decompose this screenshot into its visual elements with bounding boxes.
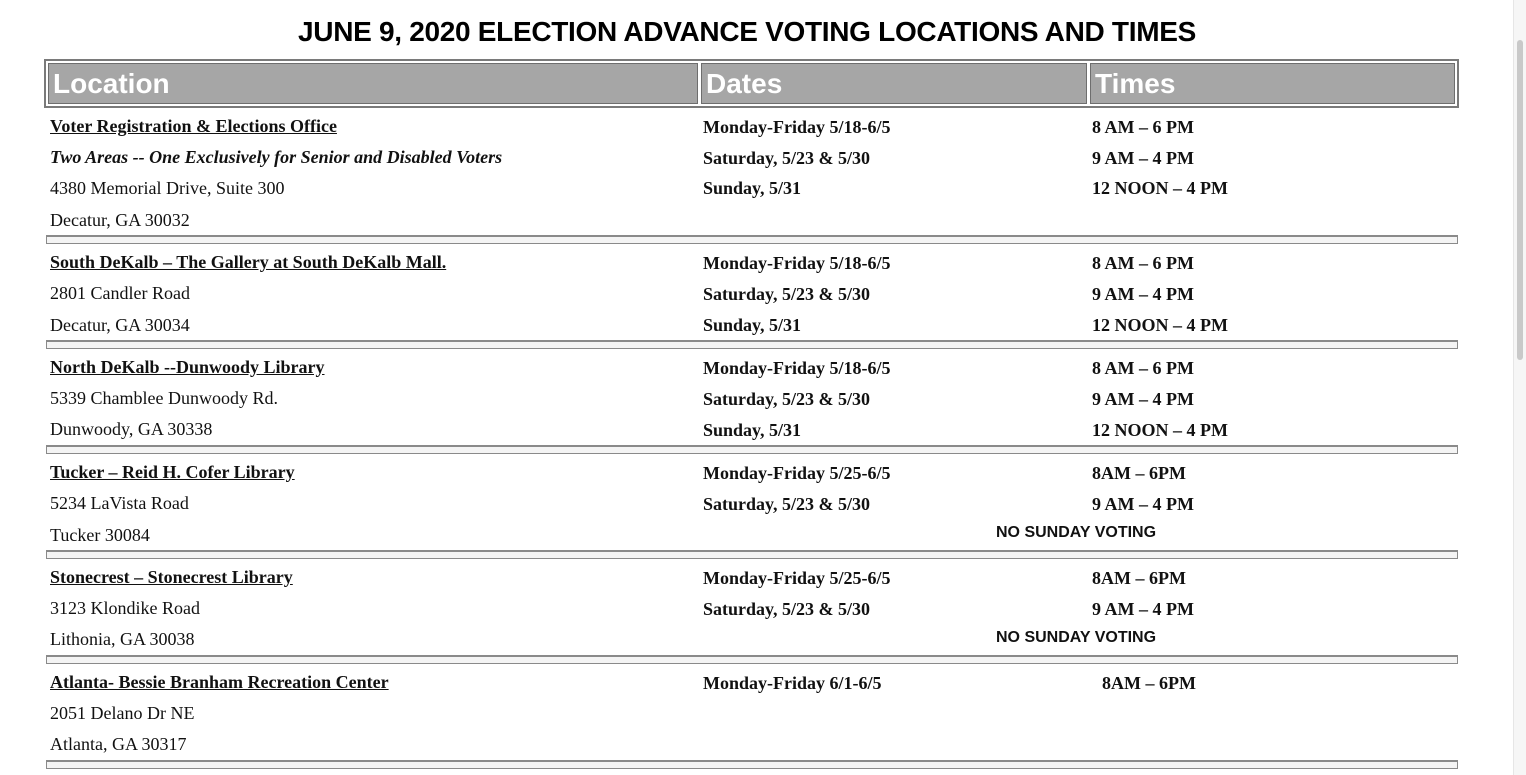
location-dates: Saturday, 5/23 & 5/30 <box>703 284 871 304</box>
row-divider <box>46 445 1458 454</box>
location-times: 9 AM – 4 PM <box>1092 148 1194 168</box>
location-times: 12 NOON – 4 PM <box>1092 178 1228 198</box>
header-location: Location <box>48 63 698 104</box>
location-times: 12 NOON – 4 PM <box>1092 315 1228 335</box>
location-name: Tucker – Reid H. Cofer Library <box>50 462 295 482</box>
location-times: 8AM – 6PM <box>1102 673 1196 693</box>
location-dates: Saturday, 5/23 & 5/30 <box>703 494 871 514</box>
location-times: 8 AM – 6 PM <box>1092 253 1194 273</box>
row-divider <box>46 760 1458 769</box>
location-city: Atlanta, GA 30317 <box>50 734 187 754</box>
vertical-scrollbar[interactable] <box>1513 0 1526 775</box>
location-times: 9 AM – 4 PM <box>1092 599 1194 619</box>
location-name: Atlanta- Bessie Branham Recreation Center <box>50 672 389 692</box>
location-dates: Sunday, 5/31 <box>703 178 802 198</box>
header-times: Times <box>1090 63 1455 104</box>
location-name: South DeKalb – The Gallery at South DeKalb Mall. <box>50 252 447 272</box>
row-divider <box>46 550 1458 559</box>
location-dates: Saturday, 5/23 & 5/30 <box>703 599 871 619</box>
row-divider <box>46 235 1458 244</box>
location-times: 8AM – 6PM <box>1092 568 1186 588</box>
scrollbar-thumb[interactable] <box>1517 40 1523 360</box>
location-name: Voter Registration & Elections Office <box>50 116 337 136</box>
table-header <box>44 59 1459 108</box>
page-title: JUNE 9, 2020 ELECTION ADVANCE VOTING LOCATIONS AND TIMES <box>298 16 1196 47</box>
no-sunday-voting-note: NO SUNDAY VOTING <box>996 524 1157 541</box>
location-dates: Monday-Friday 5/25-6/5 <box>703 463 891 483</box>
location-address: 3123 Klondike Road <box>50 598 200 618</box>
location-dates: Monday-Friday 5/18-6/5 <box>703 358 891 378</box>
location-address: 5339 Chamblee Dunwoody Rd. <box>50 388 278 408</box>
location-times: 9 AM – 4 PM <box>1092 284 1194 304</box>
location-dates: Sunday, 5/31 <box>703 315 802 335</box>
row-divider <box>46 340 1458 349</box>
location-name: North DeKalb --Dunwoody Library <box>50 357 325 377</box>
location-address: 4380 Memorial Drive, Suite 300 <box>50 178 285 198</box>
location-times: 9 AM – 4 PM <box>1092 389 1194 409</box>
location-dates: Monday-Friday 5/25-6/5 <box>703 568 891 588</box>
location-city: Lithonia, GA 30038 <box>50 629 195 649</box>
location-city: Decatur, GA 30032 <box>50 210 190 230</box>
location-dates: Monday-Friday 6/1-6/5 <box>703 673 882 693</box>
header-dates: Dates <box>701 63 1087 104</box>
location-city: Tucker 30084 <box>50 525 150 545</box>
no-sunday-voting-note: NO SUNDAY VOTING <box>996 629 1157 646</box>
location-city: Dunwoody, GA 30338 <box>50 419 213 439</box>
row-divider <box>46 655 1458 664</box>
location-address: 5234 LaVista Road <box>50 493 189 513</box>
location-name: Stonecrest – Stonecrest Library <box>50 567 293 587</box>
location-dates: Saturday, 5/23 & 5/30 <box>703 148 871 168</box>
location-dates: Monday-Friday 5/18-6/5 <box>703 117 891 137</box>
location-times: 8 AM – 6 PM <box>1092 358 1194 378</box>
location-times: 8 AM – 6 PM <box>1092 117 1194 137</box>
location-address: 2801 Candler Road <box>50 283 190 303</box>
location-dates: Monday-Friday 5/18-6/5 <box>703 253 891 273</box>
location-note: Two Areas -- One Exclusively for Senior and Disabled Voters <box>50 147 503 167</box>
location-city: Decatur, GA 30034 <box>50 315 190 335</box>
location-times: 12 NOON – 4 PM <box>1092 420 1228 440</box>
location-address: 2051 Delano Dr NE <box>50 703 195 723</box>
location-dates: Saturday, 5/23 & 5/30 <box>703 389 871 409</box>
location-dates: Sunday, 5/31 <box>703 420 802 440</box>
location-times: 8AM – 6PM <box>1092 463 1186 483</box>
location-times: 9 AM – 4 PM <box>1092 494 1194 514</box>
